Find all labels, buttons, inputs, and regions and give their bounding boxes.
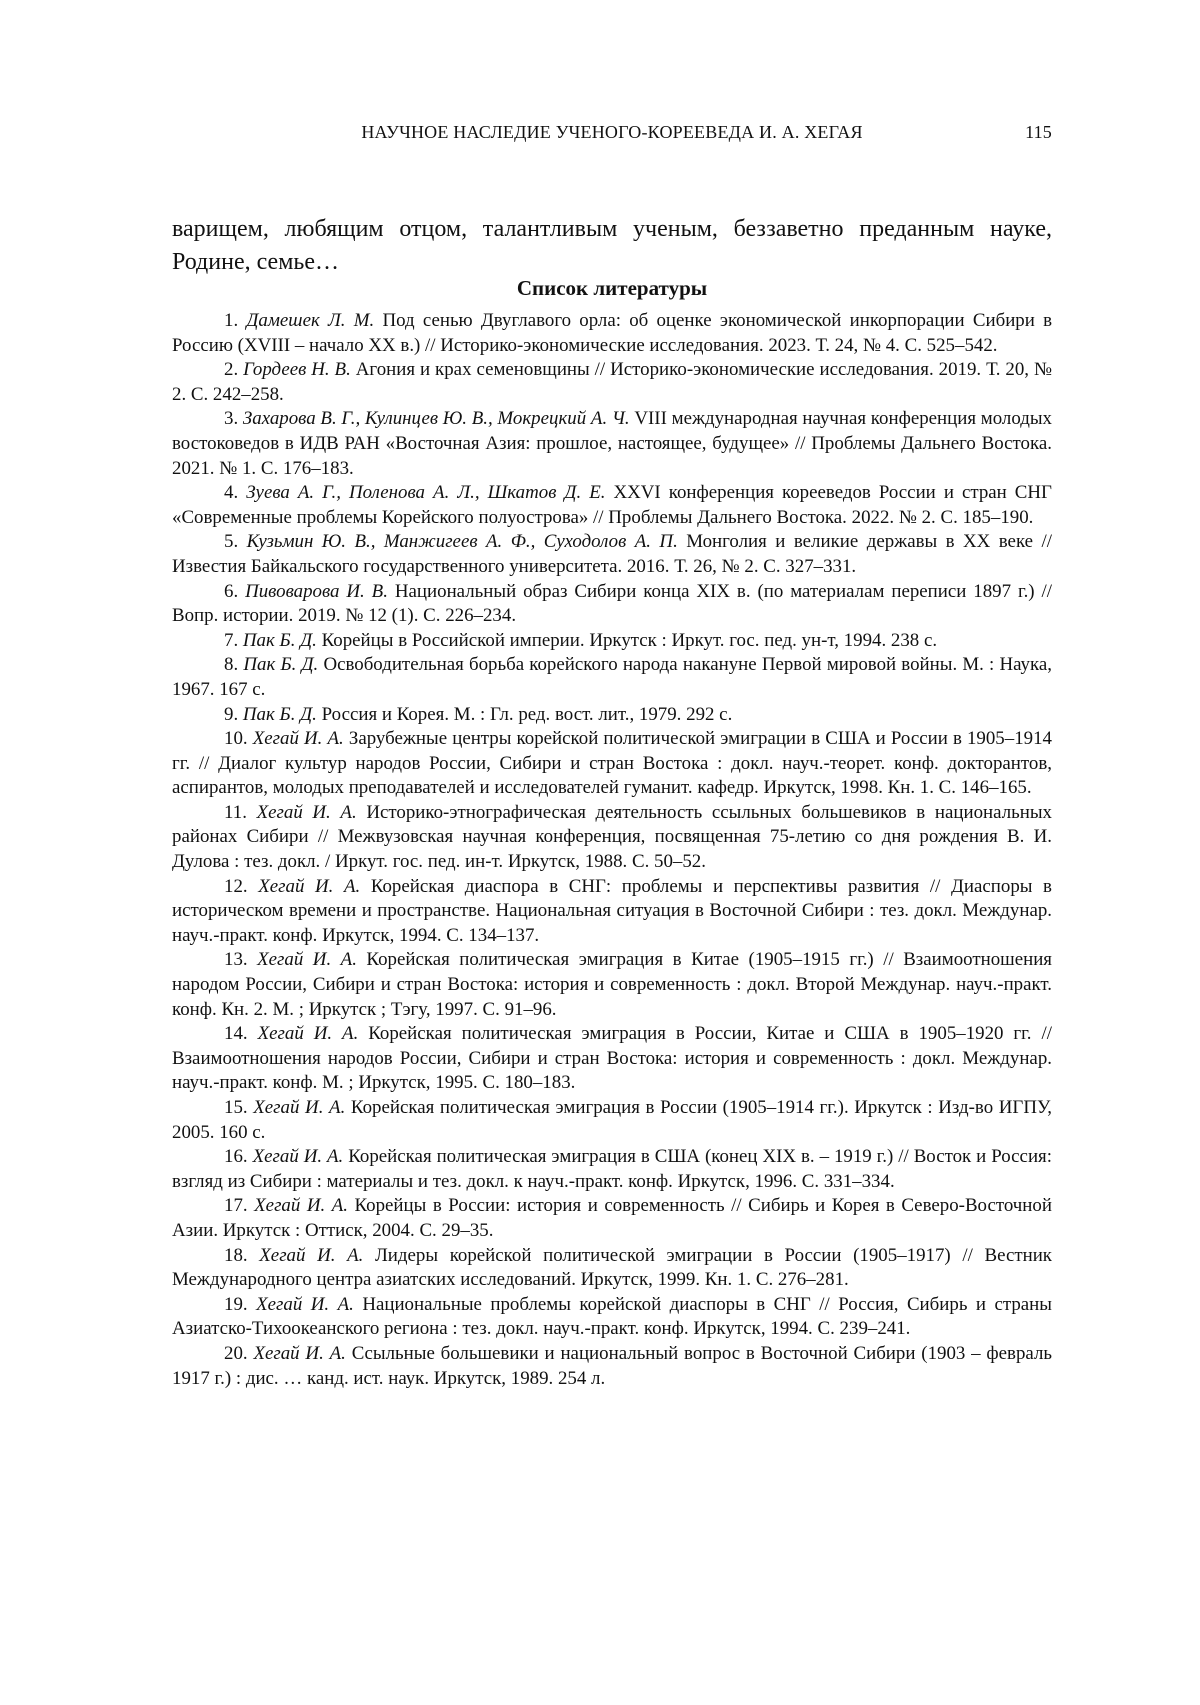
reference-item: [172, 875, 1052, 949]
reference-number: 6.: [224, 580, 239, 602]
reference-item: [172, 1293, 1052, 1342]
reference-text: Корейская политическая эмиграция в России, Китае и США в 1905–1920 гг. // Взаимоотношения народов России, Сибири и стран Востока: история и современность : докл. Междунар. науч.-практ. конф. М. ; Иркутск, 1995. С. 180–183.: [172, 1023, 1052, 1094]
reference-authors: Хегай И. А.: [252, 728, 344, 750]
references-list: [172, 309, 1052, 1391]
page-number: 115: [1025, 122, 1052, 142]
reference-number: 19.: [224, 1293, 248, 1315]
reference-authors: Зуева А. Г., Поленова А. Л., Шкатов Д. Е.: [246, 482, 606, 504]
reference-authors: Гордеев Н. В.: [243, 359, 351, 381]
reference-authors: Хегай И. А.: [254, 1195, 348, 1217]
reference-authors: Хегай И. А.: [252, 1146, 344, 1168]
reference-number: 13.: [224, 949, 248, 971]
reference-item: [172, 481, 1052, 530]
reference-text: XXVI конференция корееведов России и стран СНГ «Современные проблемы Корейского полуострова» // Проблемы Дальнего Востока. 2022. № 2. С. 185–190.: [172, 482, 1052, 528]
reference-text: Корейская политическая эмиграция в России (1905–1914 гг.). Иркутск : Изд-во ИГПУ, 2005. 160 с.: [172, 1097, 1052, 1143]
reference-authors: Дамешек Л. М.: [246, 310, 375, 331]
reference-text: Корейская политическая эмиграция в США (конец XIX в. – 1919 г.) // Восток и Россия: взгляд из Сибири : материалы и тез. докл. к науч.-практ. конф. Иркутск, 1996. С. 331–334.: [172, 1146, 1052, 1192]
reference-number: 8.: [224, 654, 239, 676]
reference-number: 2.: [224, 359, 239, 381]
reference-number: 17.: [224, 1195, 248, 1217]
reference-text: Корейцы в России: история и современность // Сибирь и Корея в Северо-Восточной Азии. Иркутск : Оттиск, 2004. С. 29–35.: [172, 1195, 1052, 1241]
reference-item: [172, 629, 1052, 654]
reference-authors: Захарова В. Г., Кулинцев Ю. В., Мокрецкий А. Ч.: [242, 408, 630, 430]
reference-number: 20.: [224, 1342, 248, 1364]
reference-text: Корейская политическая эмиграция в Китае (1905–1915 гг.) // Взаимоотношения народом России, Сибири и стран Востока: история и современность : докл. Второй Междунар. науч.-практ. конф. Кн. 2. М. ; Иркутск ; Тэгу, 1997. С. 91–96.: [172, 949, 1052, 1020]
reference-authors: Хегай И. А.: [257, 1023, 359, 1045]
running-title: НАУЧНОЕ НАСЛЕДИЕ УЧЕНОГО-КОРЕЕВЕДА И. А. ХЕГАЯ: [361, 122, 863, 142]
reference-text: VIII международная научная конференция молодых востоковедов в ИДВ РАН «Восточная Азия: прошлое, настоящее, будущее» // Проблемы Дальнего Востока. 2021. № 1. С. 176–183.: [172, 408, 1052, 479]
reference-item: [172, 530, 1052, 579]
reference-authors: Хегай И. А.: [258, 875, 361, 897]
reference-text: Освободительная борьба корейского народа накануне Первой мировой войны. М. : Наука, 1967. 167 с.: [172, 654, 1052, 700]
reference-authors: Кузьмин Ю. В., Манжигеев А. Ф., Суходолов А. П.: [246, 531, 678, 553]
reference-authors: Пак Б. Д.: [242, 629, 317, 651]
reference-number: 1.: [224, 310, 239, 331]
reference-number: 12.: [224, 875, 248, 897]
reference-item: [172, 580, 1052, 629]
reference-text: Лидеры корейской политической эмиграции в России (1905–1917) // Вестник Международного центра азиатских исследований. Иркутск, 1999. Кн. 1. С. 276–281.: [172, 1244, 1052, 1291]
reference-number: 3.: [224, 408, 239, 430]
reference-item: [172, 358, 1052, 407]
reference-text: Под сенью Двуглавого орла: об оценке экономической инкорпорации Сибири в Россию (XVIII – начало XX в.) // Историко-экономические исследования. 2023. Т. 24, № 4. С. 525–542.: [172, 310, 1052, 356]
reference-authors: Хегай И. А.: [253, 1097, 346, 1118]
reference-text: Историко-этнографическая деятельность ссыльных большевиков в национальных районах Сибири // Межвузовская научная конференция, посвященная 75-летию со дня рождения В. И. Дулова : тез. докл. / Иркут. гос. пед. ин-т. Иркутск, 1988. С. 50–52.: [172, 801, 1052, 873]
reference-text: Зарубежные центры корейской политической эмиграции в США и России в 1905–1914 гг. // Диалог культур народов России, Сибири и стран Востока : докл. науч.-теорет. конф. докторантов, аспирантов, молодых преподавателей и исследователей гуманит. кафедр. Иркутск, 1998. Кн. 1. С. 146–165.: [172, 728, 1052, 799]
reference-authors: Хегай И. А.: [256, 1293, 354, 1315]
reference-item: [172, 653, 1052, 702]
reference-authors: Хегай И. А.: [253, 1342, 346, 1364]
reference-authors: Хегай И. А.: [257, 949, 357, 971]
reference-number: 4.: [224, 482, 239, 504]
reference-item: [172, 1022, 1052, 1096]
reference-number: 9.: [224, 703, 239, 725]
reference-item: [172, 703, 1052, 728]
reference-text: Корейцы в Российской империи. Иркутск : Иркут. гос. пед. ун-т, 1994. 238 с.: [321, 629, 938, 651]
reference-text: Национальный образ Сибири конца XIX в. (по материалам переписи 1897 г.) // Вопр. истории. 2019. № 12 (1). С. 226–234.: [172, 580, 1053, 627]
reference-text: Россия и Корея. М. : Гл. ред. вост. лит., 1979. 292 с.: [321, 703, 733, 725]
running-header: [172, 122, 1052, 152]
reference-item: [172, 727, 1052, 801]
reference-item: [172, 948, 1052, 1022]
reference-number: 16.: [224, 1146, 248, 1168]
reference-item: [172, 309, 1052, 358]
reference-number: 5.: [224, 531, 239, 553]
reference-item: [172, 1096, 1052, 1145]
reference-authors: Хегай И. А.: [259, 1244, 364, 1266]
reference-item: [172, 801, 1052, 875]
reference-number: 10.: [224, 728, 248, 750]
references-heading: Список литературы: [516, 276, 708, 300]
reference-number: 14.: [224, 1023, 248, 1045]
reference-item: [172, 1194, 1052, 1243]
reference-authors: Пак Б. Д.: [243, 654, 319, 676]
reference-item: [172, 1145, 1052, 1194]
reference-item: [172, 1342, 1052, 1391]
reference-text: Монголия и великие державы в XX веке // Известия Байкальского государственного университета. 2016. Т. 26, № 2. С. 327–331.: [172, 531, 1052, 577]
reference-authors: Хегай И. А.: [256, 801, 357, 823]
reference-authors: Пивоварова И. В.: [245, 580, 388, 602]
reference-text: Агония и крах семеновщины // Историко-экономические исследования. 2019. Т. 20, № 2. С. 242–258.: [172, 359, 1052, 405]
reference-item: [172, 1244, 1052, 1293]
reference-item: [172, 407, 1052, 481]
reference-number: 7.: [224, 629, 239, 651]
reference-text: Ссыльные большевики и национальный вопрос в Восточной Сибири (1903 – февраль 1917 г.) : дис. … канд. ист. наук. Иркутск, 1989. 254 л.: [172, 1342, 1052, 1389]
reference-text: Корейская диаспора в СНГ: проблемы и перспективы развития // Диаспоры в историческом времени и пространстве. Национальная ситуация в Восточной Сибири : тез. докл. Междунар. науч.-практ. конф. Иркутск, 1994. С. 134–137.: [172, 875, 1052, 946]
reference-number: 11.: [224, 801, 247, 823]
reference-text: Национальные проблемы корейской диаспоры в СНГ // Россия, Сибирь и страны Азиатско-Тихоокеанского региона : тез. докл. науч.-практ. конф. Иркутск, 1994. С. 239–241.: [172, 1293, 1052, 1340]
reference-authors: Пак Б. Д.: [242, 703, 317, 725]
reference-number: 15.: [224, 1097, 248, 1118]
reference-number: 18.: [224, 1244, 248, 1266]
lead-paragraph: варищем, любящим отцом, талантливым ученым, беззаветно преданным науке, Родине, семье…: [172, 216, 1052, 275]
